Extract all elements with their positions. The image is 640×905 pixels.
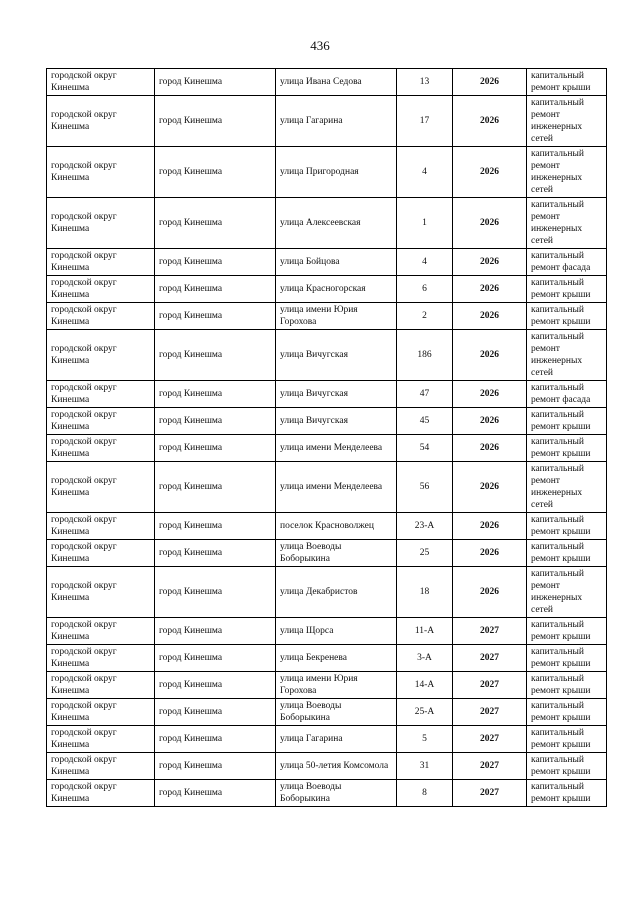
year-cell: 2026 (453, 69, 527, 96)
work-type-cell: капитальный ремонт крыши (527, 276, 607, 303)
street-cell: улица Пригородная (276, 147, 397, 198)
locality-cell: город Кинешма (155, 780, 276, 807)
work-type-cell: капитальный ремонт крыши (527, 69, 607, 96)
municipality-cell: городской округ Кинешма (47, 69, 155, 96)
municipality-cell: городской округ Кинешма (47, 198, 155, 249)
year-cell: 2027 (453, 753, 527, 780)
street-cell: улица Воеводы Боборыкина (276, 540, 397, 567)
work-type-cell: капитальный ремонт крыши (527, 408, 607, 435)
municipality-cell: городской округ Кинешма (47, 726, 155, 753)
work-type-cell: капитальный ремонт крыши (527, 753, 607, 780)
work-type-cell: капитальный ремонт крыши (527, 672, 607, 699)
year-cell: 2026 (453, 96, 527, 147)
table-row (47, 147, 607, 198)
house-number-cell: 25-А (397, 699, 453, 726)
house-number-cell: 45 (397, 408, 453, 435)
municipality-cell: городской округ Кинешма (47, 540, 155, 567)
year-cell: 2026 (453, 435, 527, 462)
street-cell: улица Гагарина (276, 96, 397, 147)
street-cell: улица имени Менделеева (276, 435, 397, 462)
locality-cell: город Кинешма (155, 618, 276, 645)
house-number-cell: 186 (397, 330, 453, 381)
table-row (47, 699, 607, 726)
work-type-cell: капитальный ремонт крыши (527, 780, 607, 807)
year-cell: 2026 (453, 540, 527, 567)
locality-cell: город Кинешма (155, 726, 276, 753)
year-cell: 2026 (453, 330, 527, 381)
municipality-cell: городской округ Кинешма (47, 303, 155, 330)
year-cell: 2027 (453, 645, 527, 672)
locality-cell: город Кинешма (155, 303, 276, 330)
municipality-cell: городской округ Кинешма (47, 147, 155, 198)
locality-cell: город Кинешма (155, 753, 276, 780)
table-row (47, 69, 607, 96)
work-type-cell: капитальный ремонт фасада (527, 249, 607, 276)
municipality-cell: городской округ Кинешма (47, 462, 155, 513)
locality-cell: город Кинешма (155, 540, 276, 567)
year-cell: 2026 (453, 462, 527, 513)
locality-cell: город Кинешма (155, 276, 276, 303)
house-number-cell: 11-А (397, 618, 453, 645)
table-body (47, 69, 607, 807)
locality-cell: город Кинешма (155, 699, 276, 726)
municipality-cell: городской округ Кинешма (47, 96, 155, 147)
municipality-cell: городской округ Кинешма (47, 249, 155, 276)
house-number-cell: 5 (397, 726, 453, 753)
year-cell: 2027 (453, 699, 527, 726)
street-cell: улица Ивана Седова (276, 69, 397, 96)
municipality-cell: городской округ Кинешма (47, 381, 155, 408)
house-number-cell: 23-А (397, 513, 453, 540)
municipality-cell: городской округ Кинешма (47, 645, 155, 672)
locality-cell: город Кинешма (155, 96, 276, 147)
year-cell: 2026 (453, 198, 527, 249)
locality-cell: город Кинешма (155, 462, 276, 513)
locality-cell: город Кинешма (155, 513, 276, 540)
page-number: 436 (310, 38, 330, 53)
street-cell: улица Алексеевская (276, 198, 397, 249)
table-row (47, 408, 607, 435)
house-number-cell: 25 (397, 540, 453, 567)
municipality-cell: городской округ Кинешма (47, 753, 155, 780)
street-cell: улица имени Менделеева (276, 462, 397, 513)
table-row (47, 618, 607, 645)
house-number-cell: 14-А (397, 672, 453, 699)
year-cell: 2026 (453, 408, 527, 435)
table-row (47, 435, 607, 462)
municipality-cell: городской округ Кинешма (47, 699, 155, 726)
house-number-cell: 13 (397, 69, 453, 96)
municipality-cell: городской округ Кинешма (47, 567, 155, 618)
year-cell: 2027 (453, 726, 527, 753)
year-cell: 2027 (453, 672, 527, 699)
municipality-cell: городской округ Кинешма (47, 513, 155, 540)
municipality-cell: городской округ Кинешма (47, 780, 155, 807)
locality-cell: город Кинешма (155, 435, 276, 462)
municipality-cell: городской округ Кинешма (47, 435, 155, 462)
work-type-cell: капитальный ремонт крыши (527, 513, 607, 540)
table-row (47, 567, 607, 618)
house-number-cell: 2 (397, 303, 453, 330)
year-cell: 2026 (453, 513, 527, 540)
table-row (47, 96, 607, 147)
table-row (47, 780, 607, 807)
work-type-cell: капитальный ремонт инженерных сетей (527, 330, 607, 381)
street-cell: улица Бойцова (276, 249, 397, 276)
table-row (47, 330, 607, 381)
house-number-cell: 4 (397, 147, 453, 198)
work-type-cell: капитальный ремонт крыши (527, 540, 607, 567)
street-cell: улица имени Юрия Горохова (276, 672, 397, 699)
work-type-cell: капитальный ремонт крыши (527, 726, 607, 753)
table-row (47, 513, 607, 540)
house-number-cell: 56 (397, 462, 453, 513)
work-type-cell: капитальный ремонт инженерных сетей (527, 462, 607, 513)
locality-cell: город Кинешма (155, 645, 276, 672)
work-type-cell: капитальный ремонт инженерных сетей (527, 96, 607, 147)
table-row (47, 672, 607, 699)
street-cell: поселок Красноволжец (276, 513, 397, 540)
table-row (47, 249, 607, 276)
locality-cell: город Кинешма (155, 408, 276, 435)
year-cell: 2026 (453, 249, 527, 276)
house-number-cell: 31 (397, 753, 453, 780)
work-type-cell: капитальный ремонт крыши (527, 303, 607, 330)
house-number-cell: 54 (397, 435, 453, 462)
municipality-cell: городской округ Кинешма (47, 672, 155, 699)
repair-registry-table (46, 68, 607, 807)
street-cell: улица имени Юрия Горохова (276, 303, 397, 330)
year-cell: 2027 (453, 780, 527, 807)
work-type-cell: капитальный ремонт крыши (527, 435, 607, 462)
locality-cell: город Кинешма (155, 330, 276, 381)
table-row (47, 753, 607, 780)
street-cell: улица Щорса (276, 618, 397, 645)
street-cell: улица Декабристов (276, 567, 397, 618)
table-row (47, 381, 607, 408)
work-type-cell: капитальный ремонт крыши (527, 645, 607, 672)
locality-cell: город Кинешма (155, 198, 276, 249)
house-number-cell: 17 (397, 96, 453, 147)
locality-cell: город Кинешма (155, 147, 276, 198)
locality-cell: город Кинешма (155, 567, 276, 618)
municipality-cell: городской округ Кинешма (47, 330, 155, 381)
street-cell: улица Гагарина (276, 726, 397, 753)
work-type-cell: капитальный ремонт крыши (527, 618, 607, 645)
year-cell: 2027 (453, 618, 527, 645)
street-cell: улица Вичугская (276, 381, 397, 408)
locality-cell: город Кинешма (155, 381, 276, 408)
street-cell: улица Воеводы Боборыкина (276, 780, 397, 807)
table-row (47, 198, 607, 249)
street-cell: улица Вичугская (276, 330, 397, 381)
house-number-cell: 18 (397, 567, 453, 618)
street-cell: улица Красногорская (276, 276, 397, 303)
year-cell: 2026 (453, 276, 527, 303)
year-cell: 2026 (453, 147, 527, 198)
house-number-cell: 4 (397, 249, 453, 276)
table-row (47, 726, 607, 753)
work-type-cell: капитальный ремонт фасада (527, 381, 607, 408)
locality-cell: город Кинешма (155, 672, 276, 699)
year-cell: 2026 (453, 303, 527, 330)
street-cell: улица Бекренева (276, 645, 397, 672)
work-type-cell: капитальный ремонт инженерных сетей (527, 198, 607, 249)
table-row (47, 276, 607, 303)
street-cell: улица 50-летия Комсомола (276, 753, 397, 780)
house-number-cell: 1 (397, 198, 453, 249)
locality-cell: город Кинешма (155, 69, 276, 96)
municipality-cell: городской округ Кинешма (47, 618, 155, 645)
table-row (47, 462, 607, 513)
table-row (47, 645, 607, 672)
street-cell: улица Воеводы Боборыкина (276, 699, 397, 726)
house-number-cell: 3-А (397, 645, 453, 672)
street-cell: улица Вичугская (276, 408, 397, 435)
work-type-cell: капитальный ремонт инженерных сетей (527, 567, 607, 618)
municipality-cell: городской округ Кинешма (47, 408, 155, 435)
municipality-cell: городской округ Кинешма (47, 276, 155, 303)
year-cell: 2026 (453, 381, 527, 408)
table-row (47, 540, 607, 567)
table-row (47, 303, 607, 330)
locality-cell: город Кинешма (155, 249, 276, 276)
work-type-cell: капитальный ремонт инженерных сетей (527, 147, 607, 198)
house-number-cell: 6 (397, 276, 453, 303)
work-type-cell: капитальный ремонт крыши (527, 699, 607, 726)
year-cell: 2026 (453, 567, 527, 618)
house-number-cell: 8 (397, 780, 453, 807)
house-number-cell: 47 (397, 381, 453, 408)
